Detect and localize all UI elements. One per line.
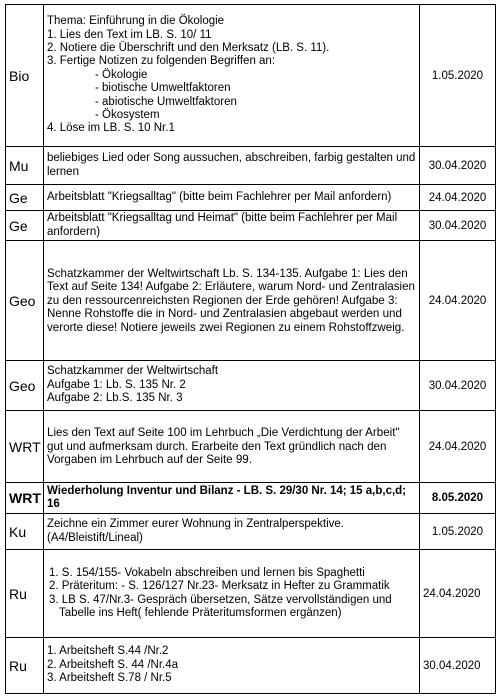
task-line: 4. Löse im LB. S. 10 Nr.1 [47,122,175,135]
task-line: 3. Arbeitsheft S.78 / Nr.5 [47,672,172,685]
table-row [6,5,496,147]
task-line: - biotische Umweltfaktoren [95,82,231,95]
date-cell: 30.04.2020 [420,638,496,694]
subject-cell: Mu [6,147,44,185]
subject-cell: Ru [6,550,44,638]
date-cell: 30.04.2020 [420,361,496,411]
task-line: Thema: Einführung in die Ökologie [47,15,225,28]
homework-table [5,4,496,694]
task-cell: Lies den Text auf Seite 100 im Lehrbuch „Die Verdichtung der Arbeit" gut und aufmerksam durch. Erarbeite den Text gründlich nach den Vorgaben im Lehrbuch auf der Seite 99. [44,411,420,483]
date-cell: 24.04.2020 [420,550,496,638]
task-line: 1. Lies den Text im LB. S. 10/ 11 [47,28,212,41]
date-cell: 24.04.2020 [420,185,496,211]
table-row [6,638,496,694]
task-line: 1. Arbeitsheft S.44 /Nr.2 [47,645,169,658]
task-line: 3. LB S. 47/Nr.3- Gespräch übersetzen, Sätze vervollständigen und [49,593,392,606]
subject-cell: Ru [6,638,44,694]
task-line: 2. Notiere die Überschrift und den Merksatz (LB. S. 11). [47,41,330,54]
task-line: - Ökologie [95,68,148,81]
task-line: - abiotische Umweltfaktoren [95,95,237,108]
subject-cell: Geo [6,361,44,411]
table-row [6,483,496,514]
date-cell: 24.04.2020 [420,241,496,361]
task-line: 1. S. 154/155- Vokabeln abschreiben und lernen bis Spaghetti [49,566,365,579]
task-cell: Zeichne ein Zimmer eurer Wohnung in Zentralperspektive.(A4/Bleistift/Lineal) [44,514,420,550]
subject-cell: WRT [6,411,44,483]
date-cell: 24.04.2020 [420,411,496,483]
task-cell [44,550,420,638]
task-cell: Schatzkammer der Weltwirtschaft Lb. S. 134-135. Aufgabe 1: Lies den Text auf Seite 134! Aufgabe 2: Erläutere, warum Nord- und Zentralasien zu den ressourcenreichsten Regionen der Erde gehören! Aufgabe 3: Nenne Rohstoffe die in Nord- und Zentralasien abgebaut werden und verorte diese! Notiere jeweils zwei Regionen zu einem Rohstoffzweig. [44,241,420,361]
table-row [6,211,496,241]
subject-cell: Ge [6,211,44,241]
task-cell [44,638,420,694]
task-cell: beliebiges Lied oder Song aussuchen, abschreiben, farbig gestalten und lernen [44,147,420,185]
subject-cell: Geo [6,241,44,361]
date-cell: 30.04.2020 [420,147,496,185]
date-cell: 30.04.2020 [420,211,496,241]
task-line: 3. Fertige Notizen zu folgenden Begriffen an: [47,55,276,68]
date-cell: 8.05.2020 [420,483,496,514]
task-cell: Wiederholung Inventur und Bilanz - LB. S. 29/30 Nr. 14; 15 a,b,c,d; 16 [44,483,420,514]
table-row [6,411,496,483]
table-row [6,241,496,361]
subject-cell: Ge [6,185,44,211]
date-cell: 1.05.2020 [420,5,496,147]
task-cell [44,5,420,147]
task-line: 2. Arbeitsheft S. 44 /Nr.4a [47,658,179,671]
task-line: Aufgabe 1: Lb. S. 135 Nr. 2 [47,378,186,391]
table-row [6,147,496,185]
task-line: 2. Präteritum: - S. 126/127 Nr.23- Merksatz in Hefter zu Grammatik [49,580,390,593]
table-row [6,361,496,411]
task-cell [44,361,420,411]
table-row [6,550,496,638]
table-row [6,514,496,550]
subject-cell: Bio [6,5,44,147]
date-cell: 1.05.2020 [420,514,496,550]
task-line: Schatzkammer der Weltwirtschaft [47,365,219,378]
task-cell: Arbeitsblatt "Kriegsalltag" (bitte beim Fachlehrer per Mail anfordern) [44,185,420,211]
task-line: - Ökosystem [95,109,160,122]
subject-cell: WRT [6,483,44,514]
task-cell: Arbeitsblatt "Kriegsalltag und Heimat" (bitte beim Fachlehrer per Mail anfordern) [44,211,420,241]
task-line: Tabelle ins Heft( fehlende Präteritumsformen ergänzen) [59,606,342,619]
subject-cell: Ku [6,514,44,550]
table-row [6,185,496,211]
task-line: Aufgabe 2: Lb.S. 135 Nr. 3 [47,392,183,405]
